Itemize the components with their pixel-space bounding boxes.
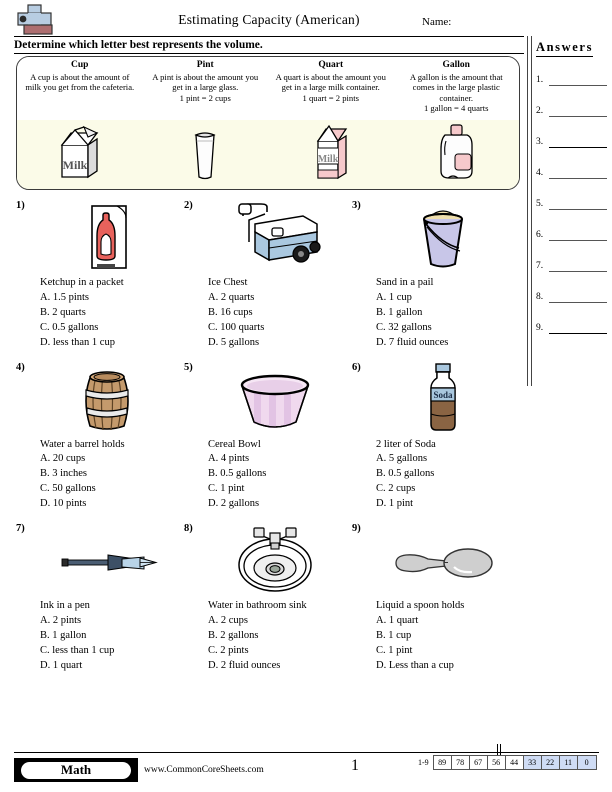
question-illustration [14,523,182,595]
choice-a[interactable]: A. 1 quart [376,614,419,626]
choice-c[interactable]: C. 100 quarts [208,321,265,333]
question-prompt: 2 liter of Soda [376,438,436,450]
question-row [14,200,519,351]
score-cell: 56 [488,756,506,769]
choice-d[interactable]: D. 10 pints [40,498,87,510]
choice-b[interactable]: B. 2 quarts [40,306,86,318]
choice-b[interactable]: B. 1 gallon [40,629,87,641]
question-illustration [350,200,518,272]
instruction-divider [14,53,524,54]
choice-d[interactable]: D. 2 fluid ounces [208,659,281,671]
choice-a[interactable]: A. 1.5 pints [40,291,90,303]
score-cell: 44 [506,756,524,769]
score-range-label: 1-9 [418,758,429,767]
definition-text: A gallon is the amount that comes in the large plastic container. [409,72,503,103]
question-9 [350,523,518,674]
answer-slot[interactable] [536,128,610,159]
definition-equivalence: 1 gallon = 4 quarts [423,103,489,114]
illustration-cup [17,120,143,189]
answer-slot[interactable] [536,159,610,190]
answer-number: 9. [536,323,544,333]
definition-term: Cup [71,60,89,70]
question-number: 3) [352,200,361,211]
question-prompt: Sand in a pail [376,277,434,288]
choice-c[interactable]: C. 32 gallons [376,321,432,333]
answer-slot[interactable] [536,221,610,252]
milk-carton-small-icon [50,125,110,183]
question-3 [350,200,518,351]
question-body [14,438,182,513]
question-number: 6) [352,361,361,373]
question-5 [182,362,350,513]
answer-slot[interactable] [536,252,610,283]
choice-a[interactable]: A. 20 cups [40,453,86,465]
definition-pint [143,57,269,120]
cereal-bowl-icon [232,364,318,434]
answer-number: 6. [536,230,544,240]
question-prompt: Ketchup in a packet [40,277,124,288]
question-body [350,438,518,513]
answer-slot[interactable] [536,66,610,97]
page-header [14,4,524,40]
score-cell: 33 [524,756,542,769]
score-cell: 22 [542,756,560,769]
milk-carton-quart-icon [309,123,353,183]
answers-list [536,66,610,345]
ice-chest-icon [225,202,325,272]
question-prompt: Ice Chest [208,277,248,288]
svg-text:Milk: Milk [62,158,88,172]
choice-d[interactable]: D. 2 gallons [208,498,260,510]
question-number: 8) [184,523,193,535]
choice-b[interactable]: B. 0.5 gallons [376,468,435,480]
answer-blank-line[interactable] [549,85,607,86]
question-body [14,599,182,674]
question-illustration [14,362,182,434]
answer-number: 8. [536,292,544,302]
definitions-row [17,57,519,120]
question-number: 4) [16,361,25,373]
score-cell: 0 [578,756,596,769]
choice-a[interactable]: A. 2 cups [208,614,248,626]
choice-a[interactable]: A. 1 cup [376,291,412,303]
choice-d[interactable]: D. less than 1 cup [40,336,115,348]
definition-term: Gallon [442,60,470,70]
instruction-text: Determine which letter best represents the volume. [14,39,263,51]
math-badge-label: Math [21,762,131,779]
answer-number: 4. [536,168,544,178]
answer-blank-line[interactable] [549,240,607,241]
answer-blank-line[interactable] [549,116,607,117]
question-body [350,599,518,674]
score-cell: 67 [470,756,488,769]
definition-equivalence: 1 pint = 2 cups [179,92,231,103]
answer-number: 2. [536,106,544,116]
choice-c[interactable]: C. 50 gallons [40,483,96,495]
question-number: 1) [16,200,25,211]
definition-cup [17,57,143,120]
choice-a[interactable]: A. 2 pints [40,614,82,626]
question-illustration [350,362,518,434]
question-7 [14,523,182,674]
question-illustration [182,523,350,595]
question-illustration [182,200,350,272]
pen-icon [52,525,162,595]
answer-slot[interactable] [536,190,610,221]
choice-a[interactable]: A. 4 pints [208,453,250,465]
question-body [350,276,518,351]
definition-quart [268,57,394,120]
question-4 [14,362,182,513]
drinking-glass-icon [185,125,225,183]
name-label: Name: [422,16,452,28]
math-logo-badge [14,758,138,782]
answer-slot[interactable] [536,314,610,345]
choice-b[interactable]: B. 1 cup [376,629,412,641]
footer-divider [14,752,599,753]
question-prompt: Ink in a pen [40,600,90,612]
question-illustration [182,362,350,434]
choice-c[interactable]: C. 1 pint [208,483,245,495]
answer-number: 1. [536,75,544,85]
header-divider [14,36,524,37]
score-key [418,755,597,770]
question-prompt: Water in bathroom sink [208,600,307,612]
question-row [14,362,519,513]
question-number: 9) [352,523,361,535]
choice-d[interactable]: D. 1 pint [376,498,414,510]
question-body [182,599,350,674]
definition-illustrations-row [17,120,519,189]
choice-d[interactable]: D. 1 quart [40,659,83,671]
choice-d[interactable]: D. 7 fluid ounces [376,336,449,348]
answer-number: 5. [536,199,544,209]
choice-b[interactable]: B. 1 gallon [376,306,423,318]
score-cell: 11 [560,756,578,769]
barrel-icon [74,364,140,434]
illustration-quart [268,120,394,189]
choice-c[interactable]: C. 0.5 gallons [40,321,99,333]
choice-c[interactable]: C. 1 pint [376,644,413,656]
answer-number: 7. [536,261,544,271]
choice-a[interactable]: A. 2 quarts [208,291,255,303]
svg-text:Soda: Soda [433,389,453,400]
answers-divider-line-outer [527,36,528,386]
question-8 [182,523,350,674]
choice-b[interactable]: B. 16 cups [208,306,253,318]
question-body [182,276,350,351]
answer-slot[interactable] [536,283,610,314]
question-6 [350,362,518,513]
page-number: 1 [351,757,359,774]
answers-divider-line-inner [531,36,532,386]
illustration-pint [143,120,269,189]
definition-equivalence: 1 quart = 2 pints [302,92,359,103]
question-prompt: Water a barrel holds [40,438,125,450]
capacity-reference-box [16,56,520,190]
score-table [433,755,597,770]
spoon-icon [388,525,498,595]
question-2 [182,200,350,351]
answer-blank-line[interactable] [549,302,607,303]
answer-blank-line[interactable] [549,333,607,334]
choice-c[interactable]: C. 2 pints [208,644,249,656]
question-1 [14,200,182,351]
definition-text: A pint is about the amount you get in a large glass. [152,72,259,93]
question-prompt: Cereal Bowl [208,438,261,450]
page-title: Estimating Capacity (American) [178,12,360,27]
question-illustration [14,200,182,272]
answer-blank-line[interactable] [549,271,607,272]
sand-pail-icon [408,202,478,272]
question-row [14,523,519,674]
questions-grid [14,200,519,685]
answers-heading: Answers [536,40,593,57]
soda-bottle-icon [420,362,466,434]
definition-text: A cup is about the amount of milk you get from the cafeteria. [25,72,135,93]
choice-b[interactable]: B. 0.5 gallons [208,468,267,480]
choice-d[interactable]: D. 5 gallons [208,336,260,348]
svg-text:Milk: Milk [317,154,339,165]
question-number: 7) [16,523,25,535]
definition-term: Quart [318,60,344,70]
question-number: 2) [184,200,193,211]
answer-blank-line[interactable] [549,209,607,210]
bathroom-sink-icon [233,525,317,595]
answer-slot[interactable] [536,97,610,128]
score-cell: 78 [452,756,470,769]
score-cell: 89 [434,756,452,769]
ketchup-packet-icon [79,202,135,272]
choice-c[interactable]: C. less than 1 cup [40,644,115,656]
gallon-jug-icon [431,121,481,183]
answer-blank-line[interactable] [549,147,607,148]
choice-c[interactable]: C. 2 cups [376,483,416,495]
answers-column [536,38,610,345]
question-prompt: Liquid a spoon holds [376,600,465,612]
answer-number: 3. [536,137,544,147]
definition-text: A quart is about the amount you get in a large milk container. [275,72,386,93]
question-number: 5) [184,361,193,373]
illustration-gallon [394,120,520,189]
choice-a[interactable]: A. 5 gallons [376,453,428,465]
choice-b[interactable]: B. 2 gallons [208,629,259,641]
choice-b[interactable]: B. 3 inches [40,468,87,480]
question-illustration [350,523,518,595]
answer-blank-line[interactable] [549,178,607,179]
definition-term: Pint [196,60,214,70]
question-body [14,276,182,351]
website-url: www.CommonCoreSheets.com [144,765,264,775]
choice-d[interactable]: D. Less than a cup [376,659,454,671]
question-body [182,438,350,513]
definition-gallon [394,57,520,120]
plus-sign-logo-icon [14,4,70,38]
